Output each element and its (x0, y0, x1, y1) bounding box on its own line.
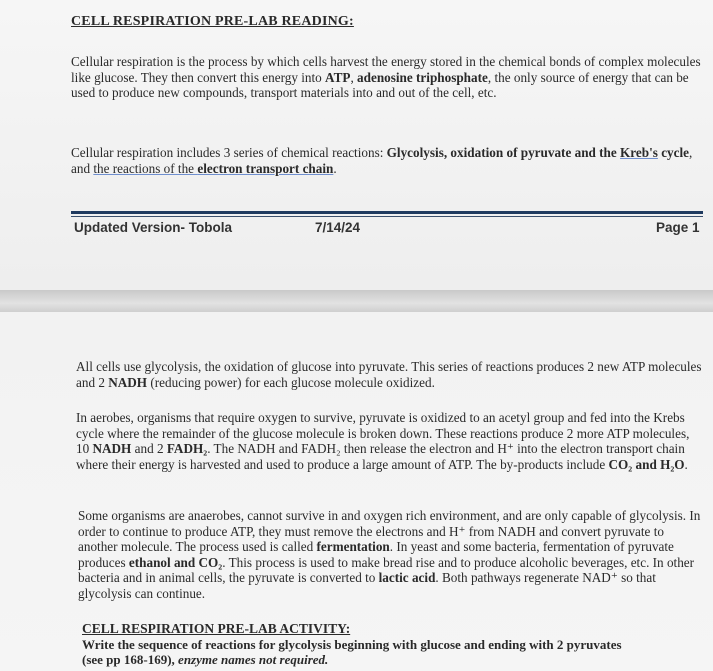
footer-rule-thin (71, 216, 703, 217)
activity-title: CELL RESPIRATION PRE-LAB ACTIVITY: (82, 621, 351, 636)
page-gap (0, 290, 713, 312)
page-title: CELL RESPIRATION PRE-LAB READING: (71, 14, 354, 29)
reactions-paragraph: Cellular respiration includes 3 series of chemical reactions: Glycolysis, oxidation of pyruvate and the Kreb's cycle, and the reactions of the electron transport chain. (71, 145, 693, 176)
activity-instruction: Write the sequence of reactions for glycolysis beginning with glucose and ending with 2 pyruvates (see pp 168-169), enzyme names not required. (82, 637, 622, 667)
footer-date: 7/14/24 (315, 220, 361, 235)
footer-version: Updated Version- Tobola (74, 220, 233, 235)
glycolysis-paragraph: All cells use glycolysis, the oxidation of glucose into pyruvate. This series of reactions produces 2 new ATP molecules and 2 NADH (reducing power) for each glucose molecule oxidized. (76, 359, 702, 390)
footer-rule (71, 211, 703, 214)
footer-page-number: Page 1 (656, 220, 700, 235)
aerobes-paragraph: In aerobes, organisms that require oxygen to survive, pyruvate is oxidized to an acetyl group and fed into the Krebs cycle where the remainder of the glucose molecule is broken down. These reactions produce 2 more ATP molecules, 10 NADH and 2 FADH₂. The NADH and FADH₂ then release the electron and H⁺ into the electron transport chain where their energy is harvested and used to produce a large amount of ATP. The by-products include CO₂ and H₂O. (76, 410, 690, 472)
anaerobes-paragraph: Some organisms are anaerobes, cannot survive in and oxygen rich environment, and are only capable of glycolysis. In order to continue to produce ATP, they must remove the electrons and H⁺ from NADH and convert pyruvate to another molecule. The process used is called fermentation. In yeast and some bacteria, fermentation of pyruvate produces ethanol and CO₂. This process is used to make bread rise and to produce alcoholic beverages, etc. In other bacteria and in animal cells, the pyruvate is converted to lactic acid. Both pathways regenerate NAD⁺ so that glycolysis can continue. (78, 508, 701, 601)
intro-paragraph: Cellular respiration is the process by which cells harvest the energy stored in the chemical bonds of complex molecules like glucose. They then convert this energy into ATP, adenosine triphosphate, the only source of energy that can be used to produce new compounds, transport materials into and out of the cell, etc. (71, 54, 701, 100)
